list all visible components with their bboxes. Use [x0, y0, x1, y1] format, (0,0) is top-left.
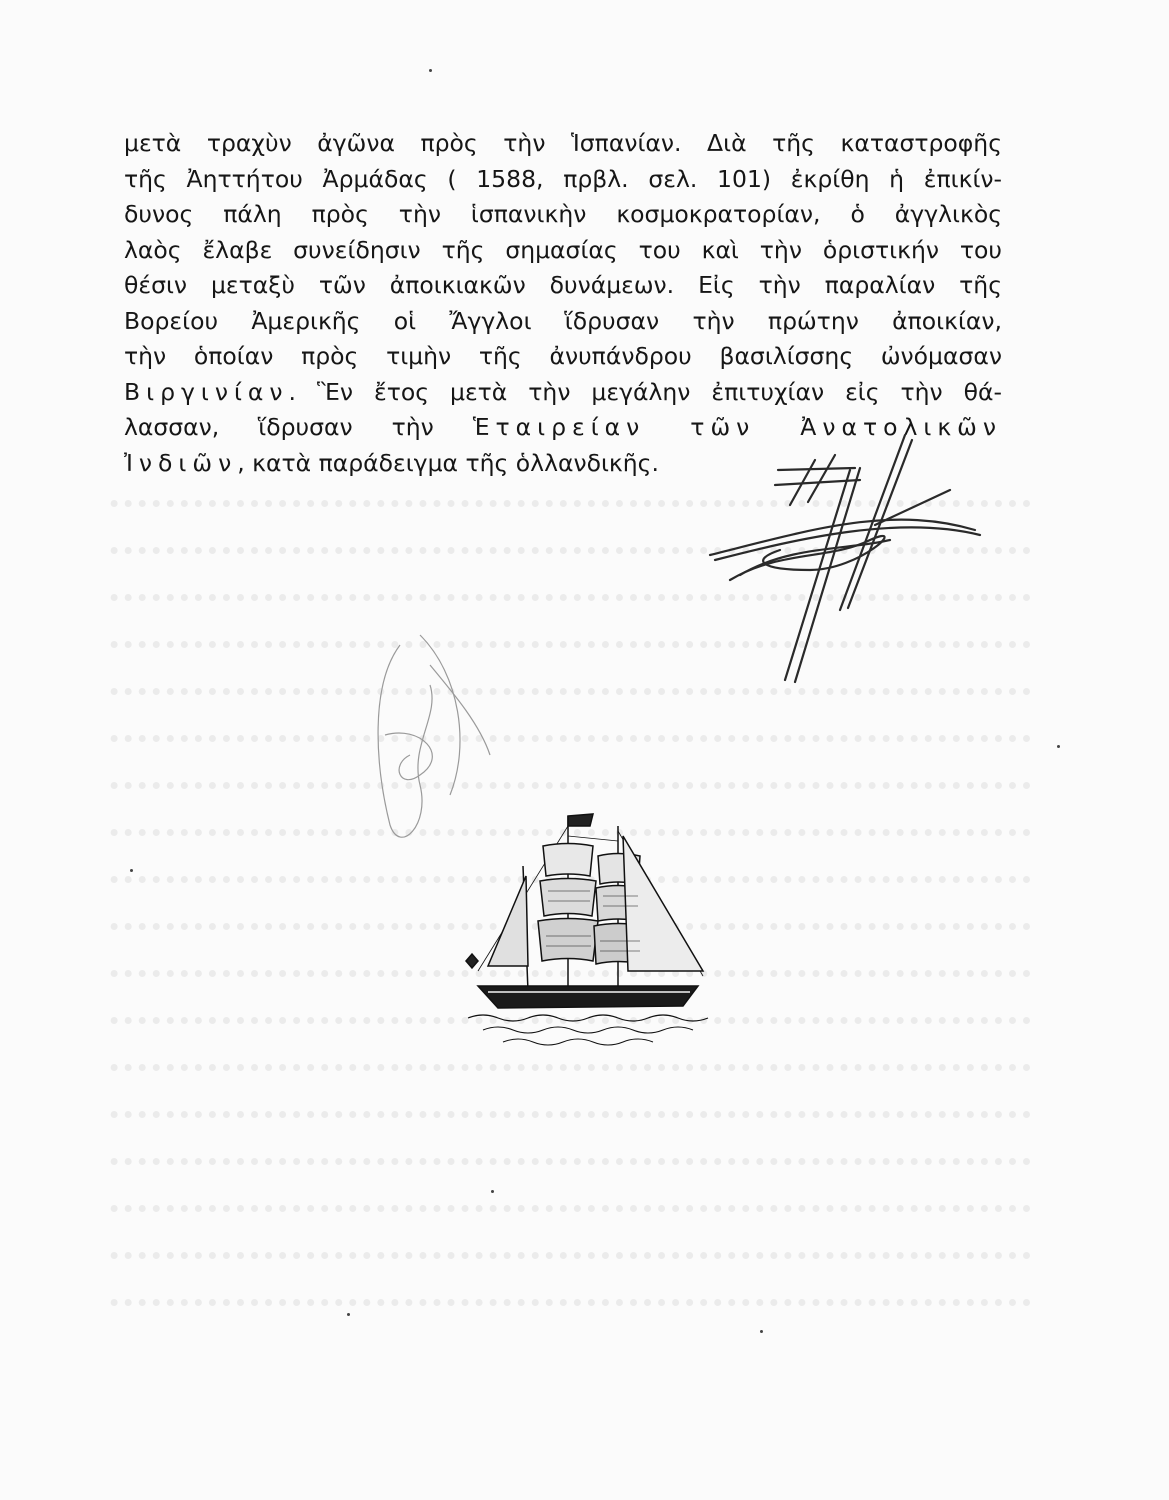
scan-speck: [491, 1190, 494, 1193]
line-text: . Ἓν ἔτος μετὰ τὴν μεγάλην ἐπιτυχίαν εἰς τὴν θά-: [288, 377, 1002, 406]
line-text: λασσαν, ἵδρυσαν τὴν: [124, 413, 473, 441]
scan-speck: [347, 1313, 350, 1316]
paragraph-line: θέσιν μεταξὺ τῶν ἀποικιακῶν δυνάμεων. Εἰς τὴν παραλίαν τῆς: [124, 271, 1002, 299]
paragraph: [124, 126, 1002, 481]
paragraph-line: λαὸς ἔλαβε συνείδησιν τῆς σημασίας του καὶ τὴν ὁριστικήν του: [124, 235, 1002, 264]
scan-speck: [1057, 745, 1060, 748]
paragraph-line: Βορείου Ἀμερικῆς οἱ Ἄγγλοι ἵδρυσαν τὴν πρώτην ἀποικίαν,: [124, 306, 1002, 335]
pencil-scribble-mark: [690, 430, 990, 690]
spaced-term-east-india-company: Ἑταιρείαν τῶν Ἀνατολικῶν: [472, 413, 1002, 441]
scan-speck: [760, 1330, 763, 1333]
paragraph-line: [124, 375, 1002, 411]
show-through-line: [110, 1269, 1030, 1306]
scan-speck: [429, 69, 432, 72]
paragraph-line: δυνος πάλη πρὸς τὴν ἱσπανικὴν κοσμοκρατορίαν, ὁ ἀγγλικὸς: [124, 200, 1002, 228]
line-text: , κατὰ παράδειγμα τῆς ὁλλανδικῆς.: [237, 448, 659, 477]
show-through-line: [110, 752, 1030, 789]
show-through-line: [110, 705, 1030, 742]
sailing-ship-illustration: [458, 796, 718, 1056]
spaced-term-virginia: Βιργινίαν: [124, 377, 289, 406]
show-through-line: [110, 1128, 1030, 1165]
show-through-line: [110, 1175, 1030, 1212]
paragraph-line: τὴν ὁποίαν πρὸς τιμὴν τῆς ἀνυπάνδρου βασιλίσσης ὠνόμασαν: [124, 342, 1002, 370]
show-through-line: [110, 1081, 1030, 1118]
paragraph-line: μετὰ τραχὺν ἀγῶνα πρὸς τὴν Ἱσπανίαν. Διὰ τῆς καταστροφῆς: [124, 129, 1002, 157]
scan-speck: [130, 869, 133, 872]
paragraph-line: τῆς Ἀηττήτου Ἀρμάδας ( 1588, πρβλ. σελ. 101) ἐκρίθη ἡ ἐπικίν-: [124, 164, 1002, 193]
spaced-term-indies: Ἰνδιῶν: [124, 448, 238, 477]
show-through-line: [110, 1222, 1030, 1259]
